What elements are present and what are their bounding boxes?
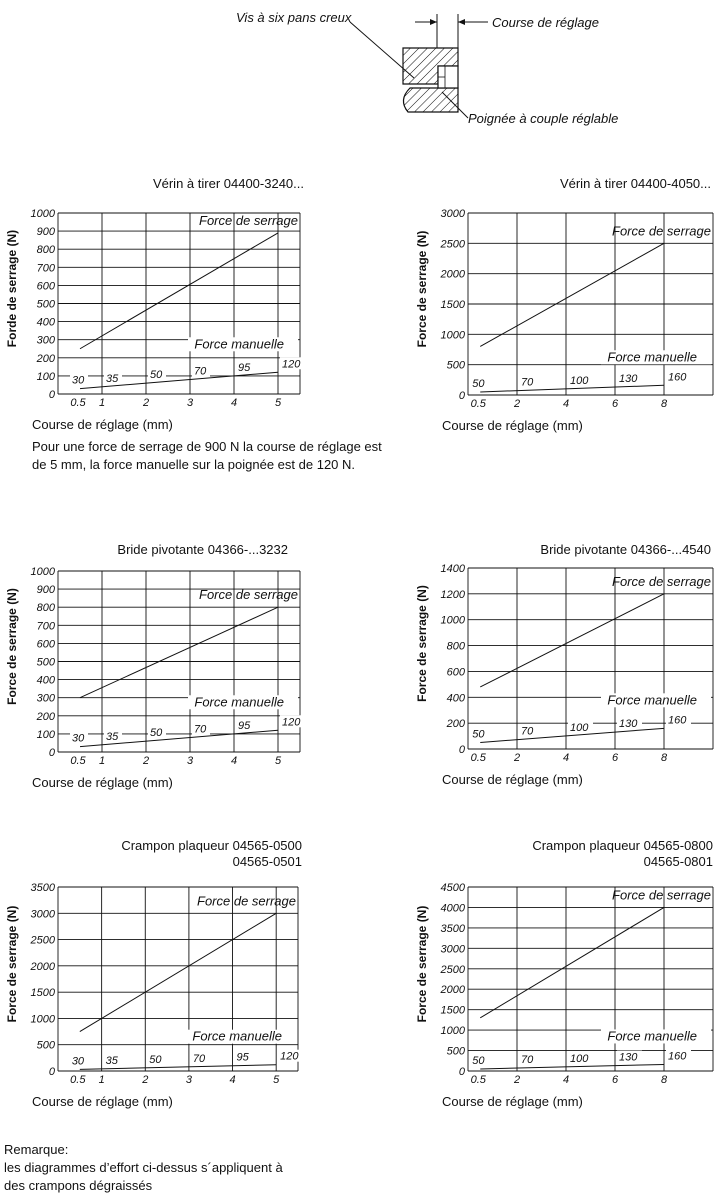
manual-force-value: 130 [619, 373, 638, 386]
y-tick-label: 900 [36, 584, 55, 597]
y-tick-label: 1000 [30, 208, 55, 220]
y-tick-label: 1500 [30, 987, 55, 1000]
chart-c4 [412, 550, 727, 789]
x-tick-label: 1 [98, 1074, 105, 1086]
manual-force-value: 50 [150, 369, 163, 382]
x-tick-label: 4 [562, 752, 570, 764]
manual-force-value: 160 [668, 1050, 687, 1063]
x-tick-label: 1 [98, 755, 106, 767]
x-tick-label: 3 [185, 1074, 192, 1086]
example-line-1: Pour une force de serrage de 900 N la course de réglage est [32, 439, 382, 454]
y-tick-label: 100 [36, 370, 55, 383]
chart-title: Crampon plaqueur 04565-0800 [532, 838, 713, 853]
y-tick-label: 500 [446, 1045, 465, 1058]
chart-title: Crampon plaqueur 04565-0500 [121, 838, 302, 853]
x-tick-label: 6 [611, 752, 619, 764]
x-tick-label: 0.5 [70, 1074, 86, 1086]
manual-force-value: 130 [619, 718, 638, 731]
chart-title: Vérin à tirer 04400-4050... [559, 176, 711, 191]
x-tick-label: 4 [229, 1074, 236, 1086]
x-axis-label: Course de réglage (mm) [442, 418, 583, 433]
x-tick-label: 0.5 [70, 397, 86, 409]
x-axis-label: Course de réglage (mm) [442, 772, 583, 787]
y-tick-label: 2500 [440, 963, 465, 976]
remark [4, 1141, 283, 1195]
manual-force-value: 160 [668, 371, 687, 384]
y-tick-label: 0 [48, 389, 55, 401]
y-tick-label: 800 [446, 640, 465, 653]
x-tick-label: 2 [142, 755, 150, 767]
manual-force-value: 95 [236, 1051, 249, 1064]
y-tick-label: 1000 [440, 614, 465, 627]
x-tick-label: 4 [562, 398, 570, 410]
x-tick-label: 2 [142, 397, 150, 409]
remark-line-2: les diagrammes d’effort ci-dessus s´appliquent à [4, 1160, 283, 1175]
stroke-label: Course de réglage [492, 15, 599, 30]
y-tick-label: 3500 [30, 882, 55, 894]
clamping-force-line [480, 907, 664, 1017]
y-tick-label: 400 [36, 674, 55, 687]
x-tick-label: 4 [230, 755, 238, 767]
x-tick-label: 4 [562, 1074, 570, 1086]
y-tick-label: 4500 [440, 882, 465, 894]
manual-force-value: 35 [105, 1054, 118, 1067]
chart-subtitle: 04565-0801 [643, 854, 713, 869]
y-tick-label: 500 [446, 359, 465, 372]
clamping-force-line [80, 607, 278, 698]
x-tick-label: 5 [274, 397, 282, 409]
y-tick-label: 600 [36, 638, 55, 651]
y-tick-label: 3500 [440, 922, 465, 935]
y-tick-label: 300 [36, 334, 55, 347]
clamping-force-line [80, 233, 278, 349]
chart-c2 [412, 195, 727, 435]
manual-force-label: Force manuelle [607, 1028, 697, 1044]
x-tick-label: 8 [660, 1074, 668, 1086]
y-tick-label: 200 [36, 710, 55, 723]
manual-force-value: 50 [472, 728, 485, 741]
y-tick-label: 1500 [440, 1004, 465, 1017]
manual-force-value: 70 [521, 725, 534, 738]
x-axis-label: Course de réglage (mm) [32, 775, 173, 790]
x-tick-label: 1 [98, 397, 106, 409]
y-tick-label: 1200 [440, 588, 465, 601]
x-tick-label: 2 [142, 1074, 149, 1086]
manual-force-value: 100 [570, 374, 589, 387]
y-tick-label: 500 [36, 298, 55, 311]
y-tick-label: 200 [446, 718, 465, 731]
manual-force-value: 130 [619, 1051, 638, 1064]
remark-line-3: des crampons dégraissés [4, 1178, 153, 1193]
y-tick-label: 3000 [440, 943, 465, 956]
y-tick-label: 4000 [440, 902, 465, 915]
y-axis-label: Force de serrage (N) [5, 588, 19, 705]
clamping-force-label: Force de serrage [199, 587, 298, 603]
y-tick-label: 0 [48, 1066, 55, 1078]
chart-subtitle: 04565-0501 [232, 854, 302, 869]
y-tick-label: 600 [36, 280, 55, 293]
y-tick-label: 1000 [440, 329, 465, 342]
y-axis-label: Forde de serrage (N) [5, 229, 19, 348]
y-tick-label: 1500 [440, 299, 465, 311]
manual-force-value: 120 [282, 716, 301, 729]
y-tick-label: 1000 [30, 1013, 55, 1026]
chart-c5 [2, 869, 312, 1111]
chart-title: Bride pivotante 04366-...3232 [117, 542, 288, 557]
clamping-force-label: Force de serrage [612, 223, 711, 239]
screw-label: Vis à six pans creux [236, 10, 352, 25]
clamping-force-line [480, 243, 664, 346]
chart-title: Bride pivotante 04366-...4540 [540, 542, 711, 557]
clamping-force-line [480, 594, 664, 687]
manual-force-label: Force manuelle [194, 694, 284, 710]
y-tick-label: 1000 [440, 1025, 465, 1038]
x-tick-label: 0.5 [470, 752, 486, 764]
manual-force-label: Force manuelle [194, 336, 284, 352]
x-tick-label: 2 [513, 752, 521, 764]
y-tick-label: 400 [446, 692, 465, 705]
manual-force-value: 70 [194, 365, 207, 378]
y-axis-label: Force de serrage (N) [415, 230, 429, 348]
manual-force-value: 95 [238, 719, 251, 732]
y-tick-label: 600 [446, 666, 465, 679]
clamping-force-label: Force de serrage [612, 573, 711, 589]
y-tick-label: 100 [36, 728, 55, 741]
manual-force-value: 30 [72, 374, 85, 387]
manual-force-value: 35 [106, 730, 119, 743]
y-tick-label: 2500 [440, 238, 465, 251]
y-tick-label: 0 [458, 744, 465, 756]
manual-force-value: 70 [192, 1052, 206, 1065]
manual-force-value: 35 [106, 372, 119, 385]
y-tick-label: 1400 [440, 563, 465, 575]
manual-force-value: 120 [280, 1050, 299, 1063]
y-axis-label: Force de serrage (N) [5, 905, 19, 1023]
example-text [32, 438, 382, 474]
y-tick-label: 900 [36, 226, 55, 239]
manual-force-value: 70 [194, 723, 207, 736]
y-tick-label: 400 [36, 316, 55, 329]
y-tick-label: 700 [36, 262, 55, 275]
chart-title: Vérin à tirer 04400-3240... [152, 176, 304, 191]
y-tick-label: 500 [36, 656, 55, 669]
x-tick-label: 0.5 [470, 1074, 486, 1086]
manual-force-value: 70 [521, 1054, 534, 1067]
x-tick-label: 6 [611, 398, 619, 410]
manual-force-value: 70 [521, 376, 534, 389]
y-tick-label: 3000 [30, 908, 55, 921]
x-tick-label: 0.5 [470, 398, 486, 410]
y-tick-label: 2000 [440, 984, 465, 997]
x-tick-label: 3 [186, 755, 194, 767]
x-tick-label: 8 [660, 398, 668, 410]
clamping-force-label: Force de serrage [197, 893, 296, 909]
y-tick-label: 0 [48, 747, 55, 759]
manual-force-value: 120 [282, 358, 301, 371]
example-line-2: de 5 mm, la force manuelle sur la poignée est de 120 N. [32, 457, 356, 472]
x-tick-label: 8 [660, 752, 668, 764]
y-tick-label: 2000 [440, 268, 465, 281]
y-tick-label: 2500 [30, 934, 55, 947]
x-tick-label: 2 [513, 1074, 521, 1086]
x-tick-label: 6 [611, 1074, 619, 1086]
y-tick-label: 2000 [30, 960, 55, 973]
remark-line-1: Remarque: [4, 1142, 69, 1157]
x-tick-label: 3 [186, 397, 194, 409]
y-tick-label: 500 [36, 1039, 55, 1052]
x-tick-label: 0.5 [70, 755, 86, 767]
x-axis-label: Course de réglage (mm) [442, 1094, 583, 1109]
x-axis-label: Course de réglage (mm) [32, 1094, 173, 1109]
manual-force-value: 50 [472, 377, 485, 390]
y-tick-label: 800 [36, 602, 55, 615]
y-tick-label: 3000 [440, 208, 465, 220]
handle-label: Poignée à couple réglable [468, 111, 619, 126]
y-tick-label: 300 [36, 692, 55, 705]
manual-force-value: 100 [570, 1052, 589, 1065]
manual-force-label: Force manuelle [607, 349, 697, 365]
clamping-force-label: Force de serrage [612, 887, 711, 903]
manual-force-label: Force manuelle [607, 692, 697, 708]
manual-force-line [480, 1064, 664, 1068]
y-tick-label: 200 [36, 352, 55, 365]
y-tick-label: 700 [36, 620, 55, 633]
manual-force-value: 30 [72, 732, 85, 745]
manual-force-value: 100 [570, 721, 589, 734]
manual-force-value: 95 [238, 361, 251, 374]
x-tick-label: 5 [273, 1074, 280, 1086]
y-tick-label: 800 [36, 244, 55, 257]
chart-c6 [412, 869, 727, 1111]
chart-c1 [2, 195, 314, 434]
y-axis-label: Force de serrage (N) [415, 905, 429, 1023]
x-tick-label: 5 [274, 755, 282, 767]
y-tick-label: 0 [458, 1066, 465, 1078]
x-tick-label: 2 [513, 398, 521, 410]
x-axis-label: Course de réglage (mm) [32, 417, 173, 432]
clamping-force-label: Force de serrage [199, 212, 298, 228]
manual-force-value: 30 [71, 1055, 85, 1068]
manual-force-label: Force manuelle [192, 1028, 282, 1044]
y-axis-label: Force de serrage (N) [415, 585, 429, 702]
manual-force-value: 50 [150, 727, 163, 740]
y-tick-label: 0 [458, 390, 465, 402]
x-tick-label: 4 [230, 397, 238, 409]
manual-force-value: 160 [668, 714, 687, 727]
manual-force-value: 50 [149, 1053, 162, 1066]
clamping-force-line [80, 913, 276, 1031]
manual-force-value: 50 [472, 1054, 485, 1067]
y-tick-label: 1000 [30, 566, 55, 578]
chart-c3 [2, 553, 314, 792]
